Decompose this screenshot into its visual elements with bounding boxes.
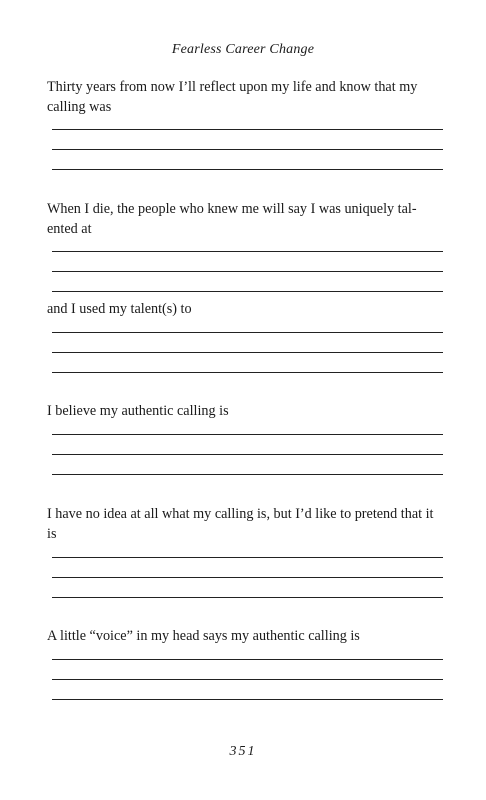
answer-line[interactable] xyxy=(52,577,443,578)
answer-lines xyxy=(52,332,443,373)
prompt-text: When I die, the people who knew me will say I was uniquely tal-ented at xyxy=(47,201,417,237)
prompt-block xyxy=(47,77,443,170)
answer-line[interactable] xyxy=(52,169,443,170)
answer-lines xyxy=(52,251,443,292)
running-head: Fearless Career Change xyxy=(171,42,315,57)
answer-line[interactable] xyxy=(52,271,443,272)
prompt-text: I believe my authentic calling is xyxy=(47,403,229,419)
answer-line[interactable] xyxy=(52,699,443,700)
answer-line[interactable] xyxy=(52,352,443,353)
prompt-text: and I used my talent(s) to xyxy=(47,301,192,317)
answer-line[interactable] xyxy=(52,129,443,130)
prompt-block xyxy=(47,299,443,373)
prompt-text: I have no idea at all what my calling is, but I’d like to pretend that it is xyxy=(47,506,434,542)
answer-line[interactable] xyxy=(52,474,443,475)
answer-line[interactable] xyxy=(52,434,443,435)
answer-line[interactable] xyxy=(52,149,443,150)
answer-line[interactable] xyxy=(52,291,443,292)
answer-line[interactable] xyxy=(52,372,443,373)
answer-line[interactable] xyxy=(52,679,443,680)
page-number: 351 xyxy=(229,744,257,759)
answer-line[interactable] xyxy=(52,597,443,598)
answer-lines xyxy=(52,434,443,475)
answer-line[interactable] xyxy=(52,557,443,558)
prompt-block xyxy=(47,626,443,700)
prompt-text: Thirty years from now I’ll reflect upon my life and know that my calling was xyxy=(47,79,418,115)
prompt-block xyxy=(47,504,443,598)
answer-line[interactable] xyxy=(52,332,443,333)
answer-line[interactable] xyxy=(52,659,443,660)
answer-line[interactable] xyxy=(52,251,443,252)
answer-lines xyxy=(52,557,443,598)
prompt-block xyxy=(47,401,443,475)
answer-lines xyxy=(52,129,443,170)
answer-lines xyxy=(52,659,443,700)
prompt-text: A little “voice” in my head says my authentic calling is xyxy=(47,628,360,644)
prompt-block xyxy=(47,199,443,292)
answer-line[interactable] xyxy=(52,454,443,455)
